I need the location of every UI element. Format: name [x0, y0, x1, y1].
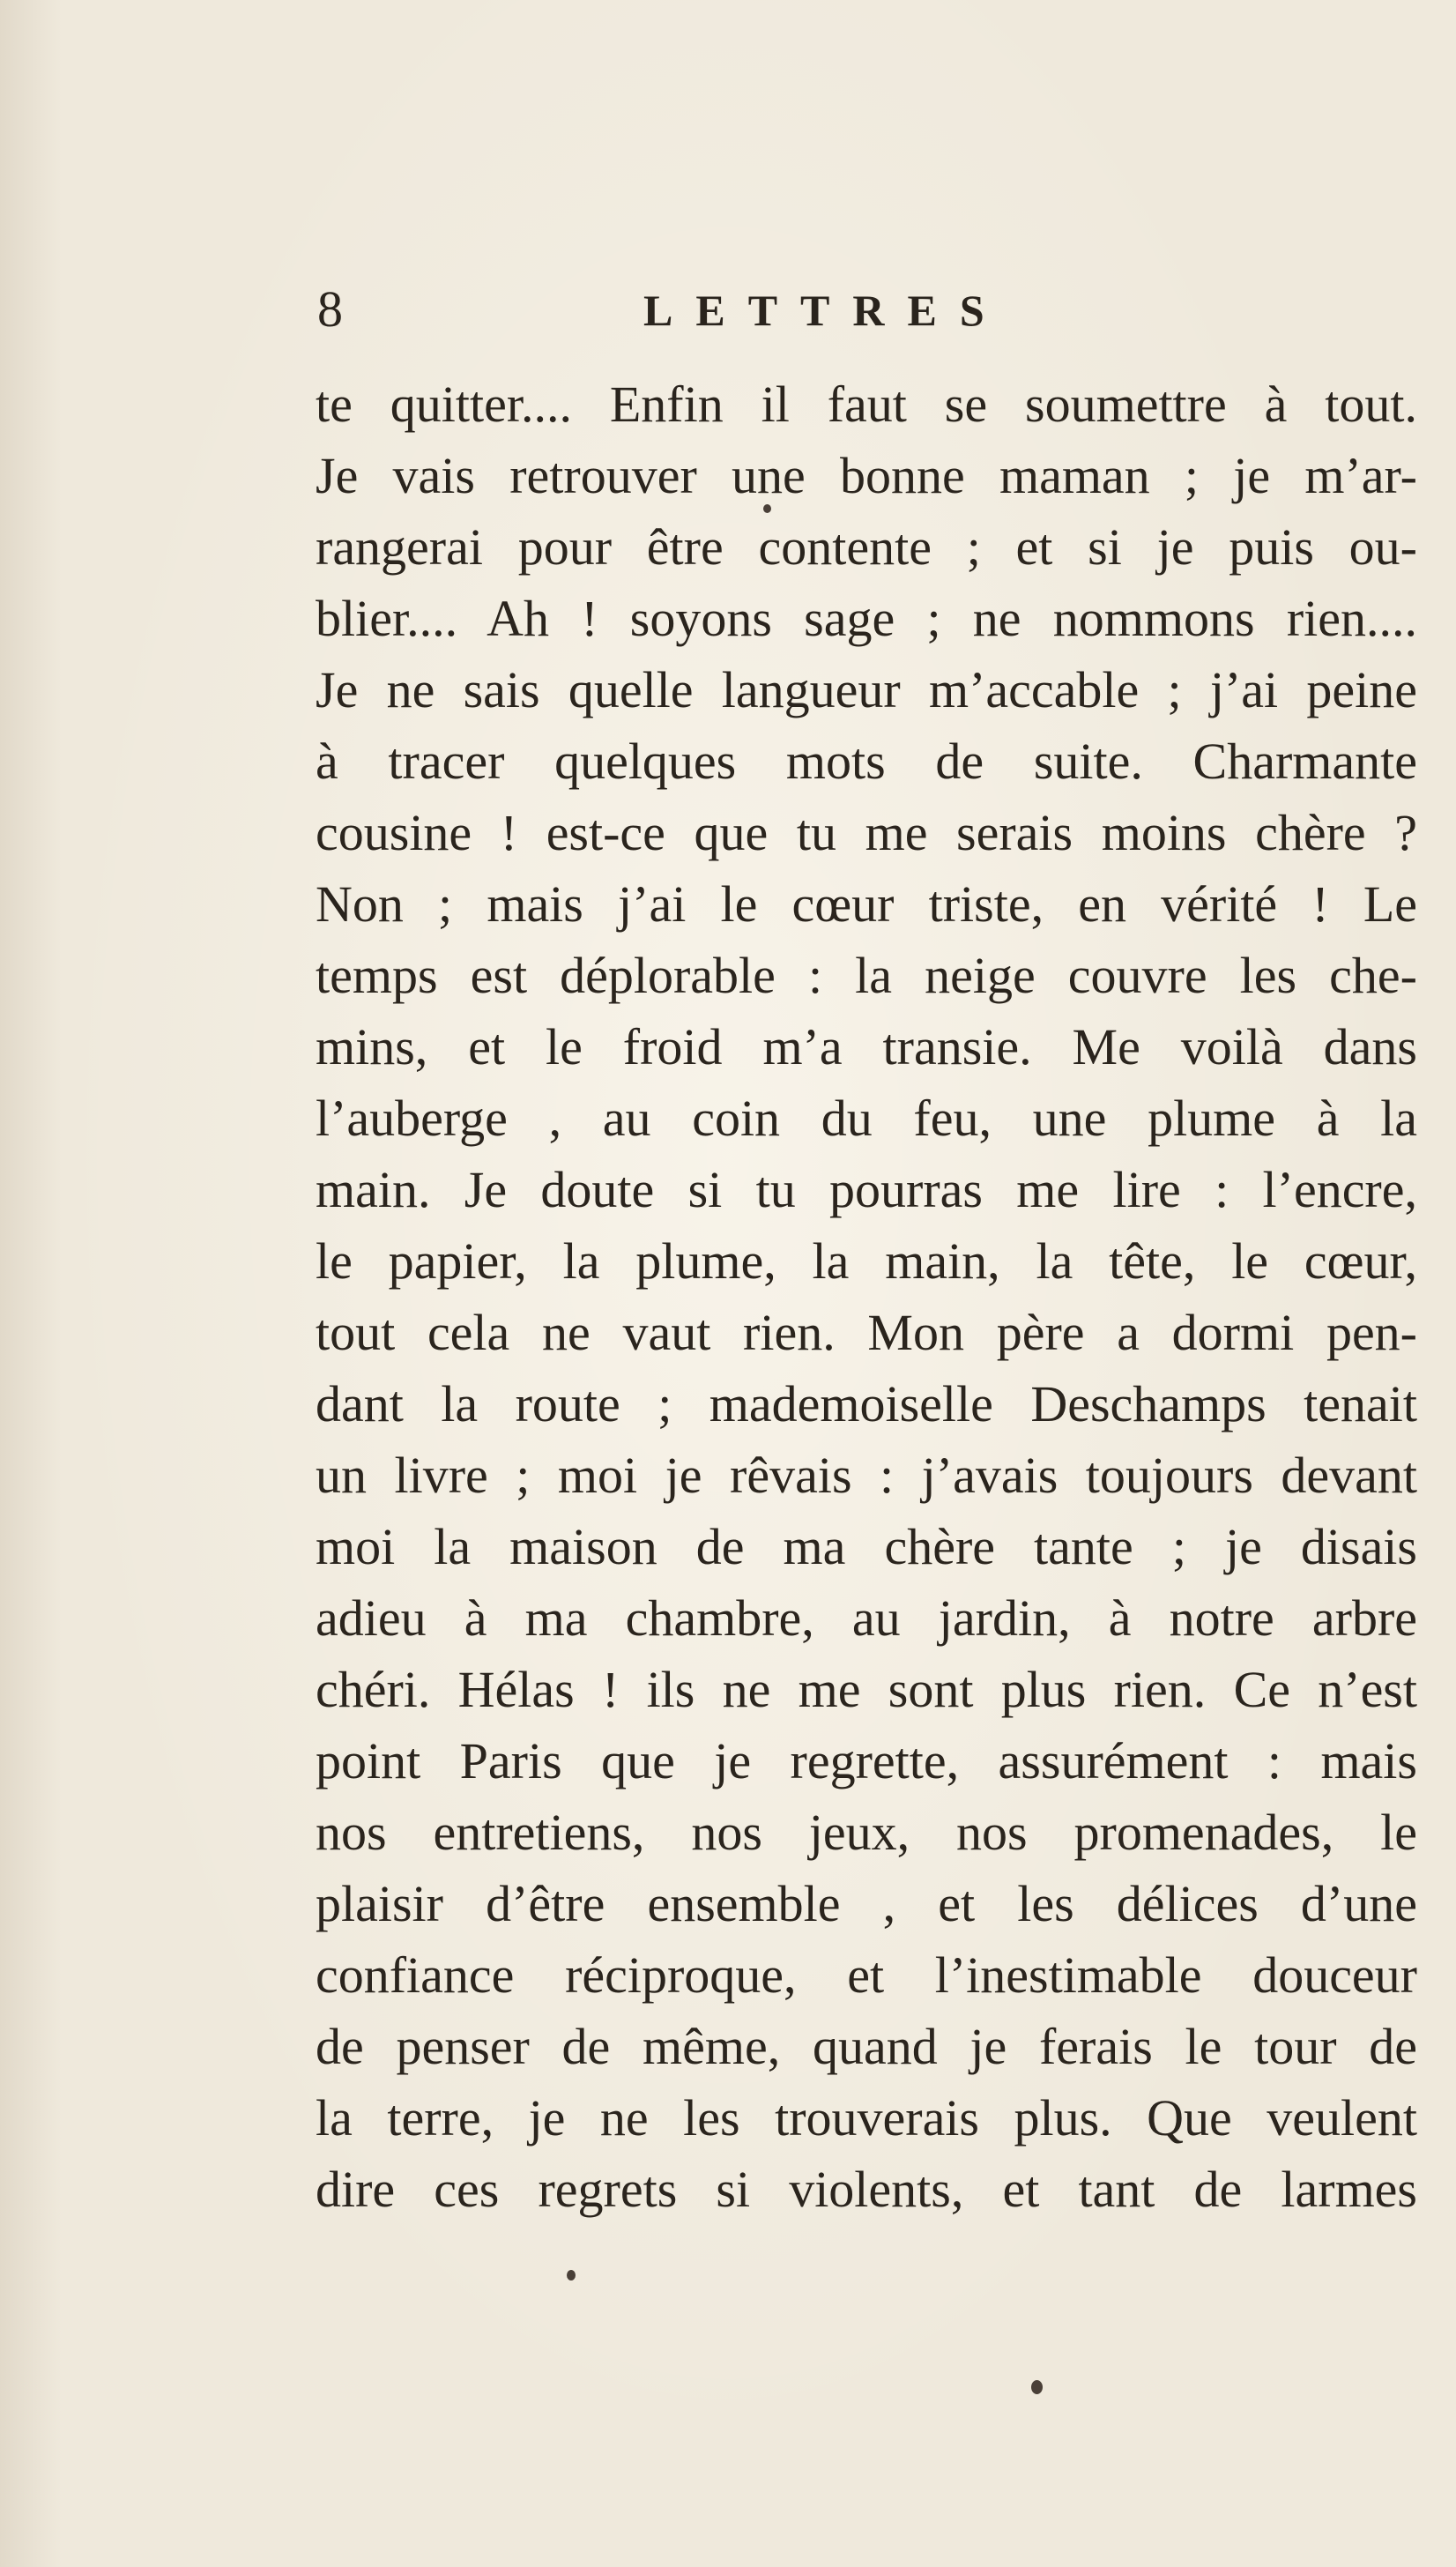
text-line: à tracer quelques mots de suite. Charmante [316, 733, 1417, 790]
text-line: le papier, la plume, la main, la tête, le cœur, [316, 1232, 1417, 1290]
text-line: Je ne sais quelle langueur m’accable ; j’ai peine [316, 661, 1417, 718]
text-line: chéri. Hélas ! ils ne me sont plus rien. Ce n’est [316, 1661, 1417, 1718]
text-line: un livre ; moi je rêvais : j’avais toujours devant [316, 1447, 1417, 1504]
text-line: Je vais retrouver une bonne maman ; je m’ar- [316, 447, 1417, 504]
text-line: mins, et le froid m’a transie. Me voilà dans [316, 1018, 1417, 1075]
text-line: te quitter.... Enfin il faut se soumettre à tout. [316, 376, 1417, 433]
text-line: dire ces regrets si violents, et tant de larmes [316, 2161, 1417, 2218]
text-line: Non ; mais j’ai le cœur triste, en vérité ! Le [316, 875, 1417, 933]
ink-speck [763, 504, 771, 513]
text-line: blier.... Ah ! soyons sage ; ne nommons rien.... [316, 590, 1417, 647]
text-line: rangerai pour être contente ; et si je puis ou- [316, 518, 1417, 576]
text-line: tout cela ne vaut rien. Mon père a dormi pen- [316, 1304, 1417, 1361]
text-line: dant la route ; mademoiselle Deschamps tenait [316, 1375, 1417, 1432]
text-line: la terre, je ne les trouverais plus. Que veulent [316, 2089, 1417, 2147]
text-line: moi la maison de ma chère tante ; je disais [316, 1518, 1417, 1575]
text-line: cousine ! est-ce que tu me serais moins chère ? [316, 804, 1417, 861]
text-line: main. Je doute si tu pourras me lire : l’encre, [316, 1161, 1417, 1218]
running-head [0, 264, 1456, 344]
text-line: de penser de même, quand je ferais le tour de [316, 2018, 1417, 2075]
ink-speck [1031, 2380, 1043, 2394]
running-title: LETTRES [643, 286, 1007, 335]
text-line: confiance réciproque, et l’inestimable douceur [316, 1946, 1417, 2004]
body-text [316, 368, 1417, 2225]
text-line: l’auberge , au coin du feu, une plume à la [316, 1090, 1417, 1147]
page-number: 8 [317, 280, 343, 338]
text-line: nos entretiens, nos jeux, nos promenades, le [316, 1804, 1417, 1861]
text-line: plaisir d’être ensemble , et les délices d’une [316, 1875, 1417, 1932]
text-line: temps est déplorable : la neige couvre les che- [316, 947, 1417, 1004]
ink-speck [567, 2270, 576, 2281]
text-line: point Paris que je regrette, assurément : mais [316, 1732, 1417, 1789]
text-line: adieu à ma chambre, au jardin, à notre arbre [316, 1589, 1417, 1647]
